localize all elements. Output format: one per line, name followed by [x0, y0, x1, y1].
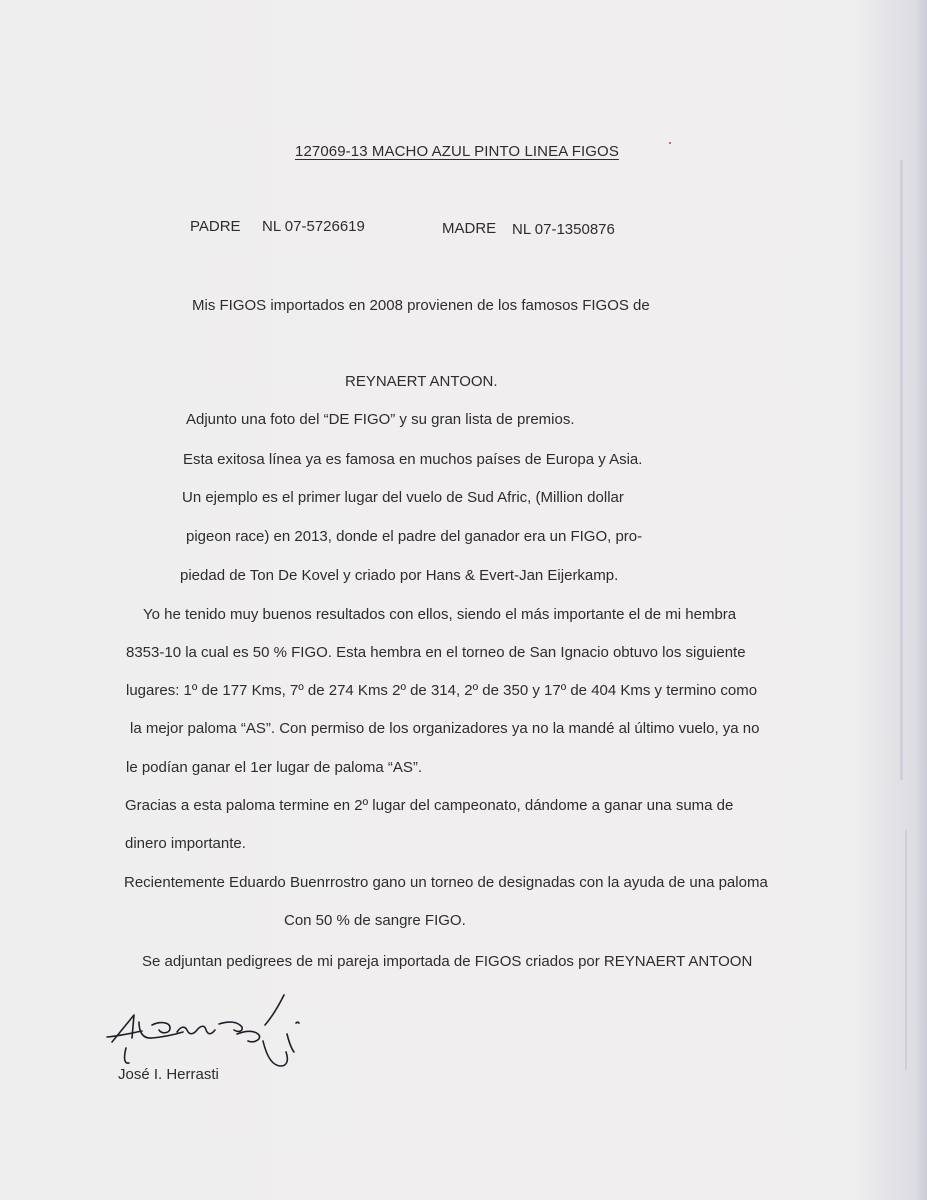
- scan-artifact: [905, 830, 907, 1070]
- signature-name: José I. Herrasti: [118, 1066, 219, 1083]
- text-line-11: la mejor paloma “AS”. Con permiso de los organizadores ya no la mandé al último vuelo, ya no: [130, 720, 760, 737]
- handwritten-signature: [103, 990, 303, 1070]
- text-line-5: Un ejemplo es el primer lugar del vuelo de Sud Afric, (Million dollar: [182, 489, 624, 506]
- padre-value: NL 07-5726619: [262, 218, 365, 235]
- text-line-12: le podían ganar el 1er lugar de paloma “AS”.: [126, 759, 423, 776]
- text-line-15: Recientemente Eduardo Buenrrostro gano un torneo de designadas con la ayuda de una paloma: [124, 874, 768, 891]
- text-line-10: lugares: 1º de 177 Kms, 7º de 274 Kms 2º de 314, 2º de 350 y 17º de 404 Kms y termino como: [126, 682, 758, 699]
- document-title: 127069-13 MACHO AZUL PINTO LINEA FIGOS: [295, 143, 619, 160]
- text-line-6: pigeon race) en 2013, donde el padre del ganador era un FIGO, pro-: [186, 528, 643, 545]
- madre-value: NL 07-1350876: [512, 221, 615, 238]
- scan-edge: [915, 0, 927, 1200]
- text-line-4: Esta exitosa línea ya es famosa en muchos países de Europa y Asia.: [183, 451, 643, 468]
- text-line-9: 8353-10 la cual es 50 % FIGO. Esta hembra en el torneo de San Ignacio obtuvo los siguiente: [126, 644, 746, 661]
- text-line-7: piedad de Ton De Kovel y criado por Hans & Evert-Jan Eijerkamp.: [180, 567, 619, 584]
- madre-label: MADRE: [442, 220, 497, 237]
- scan-artifact: [900, 160, 903, 780]
- text-line-17: Se adjuntan pedigrees de mi pareja importada de FIGOS criados por REYNAERT ANTOON: [142, 953, 753, 970]
- padre-label: PADRE: [190, 218, 241, 235]
- text-line-1: Mis FIGOS importados en 2008 provienen de los famosos FIGOS de: [192, 297, 650, 314]
- scan-dot: [669, 142, 671, 144]
- text-line-8: Yo he tenido muy buenos resultados con ellos, siendo el más importante el de mi hembra: [143, 606, 737, 623]
- text-line-3: Adjunto una foto del “DE FIGO” y su gran lista de premios.: [186, 411, 575, 428]
- text-line-16: Con 50 % de sangre FIGO.: [284, 912, 466, 929]
- text-line-2: REYNAERT ANTOON.: [345, 373, 498, 390]
- text-line-14: dinero importante.: [125, 835, 246, 852]
- text-line-13: Gracias a esta paloma termine en 2º lugar del campeonato, dándome a ganar una suma de: [125, 797, 734, 814]
